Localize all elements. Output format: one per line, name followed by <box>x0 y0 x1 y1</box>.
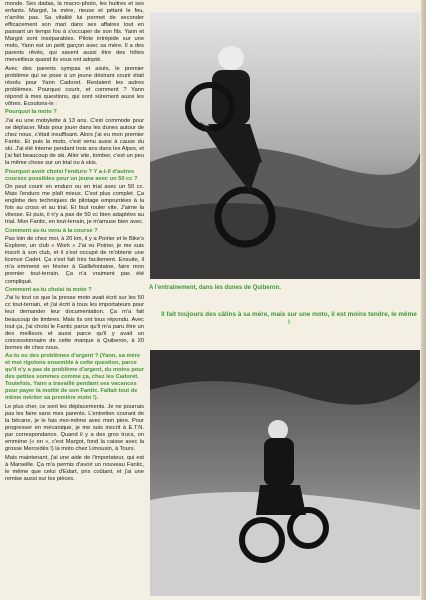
article-paragraph: J'ai lu tout ce que la presse moto avait écrit sur les 50 cc tout-terrain, et j'ai écrit à tous les importateurs pour leur demander leur documentation. Ça m'a fait beaucoup de timbres. Mais ils ont tous répondu. Avec tout ça, j'ai choisi le Fantic parce qu'il m'a paru être un des meilleurs et aussi parce qu'il y avait un concessionnaire de cette marque à Quiberon, à 20 bornes de chez nous. <box>5 295 144 351</box>
article-paragraph: Mais maintenant, j'ai une aide de l'importateur, qui est à Marseille. Ça m'a permis d'avoir un nouveau Fantic, le même que celui d'Edart, prix coûtant, et j'ai une remise aussi sur les pièces. <box>5 454 144 482</box>
photo-rider-wheelie <box>150 12 420 279</box>
interview-question: Pourquoi avoir choisi l'enduro ? Y a-t-il d'autres courses possibles pour un jeune avec un 50 cc ? <box>5 168 138 182</box>
article-paragraph: monde. Ses dadas, la macro-photo, les huitres et ses enfants. Margot, la mère, rieuse et pétant le feu, n'arrête pas. Sa vitalité lui permet de seconder efficacement son mari dans ses affaires tout en passant un temps fou à s'occuper de son fils. Yann et Margot sont inséparables. Pilote intrépide sur une moto, Yann est un petit garçon avec sa mère. Il a des parents rêvés, qui savent aussi être des hôtes merveilleux quand ils vous ont adopté. <box>5 1 144 64</box>
interview-question: As-tu eu des problèmes d'argent ? (Yann, sa mère et moi rigolons ensemble à cette question, parce qu'il n'y a pas de problème d'argent, du moins pour des petites sommes comme ça, chez les Cadoret. Toutefois, Yann a travaillé pendant ses vacances pour payer la moitié de son Fantic. Fallait tout de même mériter sa première moto !). <box>5 353 144 402</box>
article-paragraph: Pas loin de chez moi, à 20 km, il y a Poirier et le Bike's Explorer, un club « Work » J'ai vu Poirier, je me suis inscrit à son club, et il s'est occupé de m'obtenir une licence Cadet. Ça s'est fait très facilement. Ensuite, il m'a emmené en février à Gaillefontaine, faire mon premier tout-terrain. Ça n'a vraiment pas été compliqué. <box>5 236 144 285</box>
photo1-caption: A l'entraînement, dans les dunes de Quiberon. <box>149 285 281 291</box>
article-paragraph: J'ai eu une mobylette à 13 ans. C'est commode pour se déplacer. Mais pour jouer dans les dunes autour de chez nous, c'était insuffisant. Alors j'ai eu mon premier Fantic. Et puis la moto, c'est venu aussi à cause du ski. J'ai été interne pendant trois ans dans les Alpes, et j'ai fait beaucoup de ski. Aller vite, tomber, c'est un peu la même chose sur un trial ou à skis. <box>5 117 144 167</box>
photo2-caption: Il fait toujours des câlins à sa mère, mais sur une moto, il est moins tendre, le même ! <box>161 311 417 327</box>
photo-rider-hillside <box>150 350 420 596</box>
article-text-column <box>5 1 144 599</box>
article-paragraph: Le plus cher, ce sont les déplacements. Je ne pourrais pas les faire sans mes parents. L'entretien courant de la bécane, je le fais moi-même avec mon père. Pour progresser en mécanique, je me suis inscrit à E.T.N. par correspondance. Quand il y a des gros trucs, on emmène (« on », c'est Margot, fond la caisse avec la grosse Mercedès !) la moto chez Limousin, à Tours. <box>5 403 144 453</box>
interview-question: Comment as-tu venu à la course ? <box>5 227 98 234</box>
article-paragraph: On peut courir en enduro ou en trial avec un 50 cc. Mais l'enduro me plaît mieux. C'est plus complet. Ça englobe des techniques de pilotage empruntées à la fois au cross et au trial. Et faut rouler vite. J'aime la vitesse. Et puis, il n'y a pas de 50 cc bien adaptées au trial. Mon Fantic, en tout-terrain, je m'amuse bien avec. <box>5 184 144 226</box>
page-fold <box>421 0 426 600</box>
article-paragraph: Avec des parents sympas et aisés, le premier problème qui se pose à un jeune désirant courir était résolu pour Yann Cadoret. Restaient les autres problèmes. Pourquoi courir, et comment ? Yann répond à mes questions, qui sont sûrement aussi les vôtres. Ecoutons-le : <box>5 65 144 108</box>
interview-question: Pourquoi la moto ? <box>5 109 57 116</box>
dune-rider-image <box>150 12 420 279</box>
interview-question: Comment as-tu choisi ta moto ? <box>5 286 92 293</box>
hillside-rider-image <box>150 350 420 596</box>
